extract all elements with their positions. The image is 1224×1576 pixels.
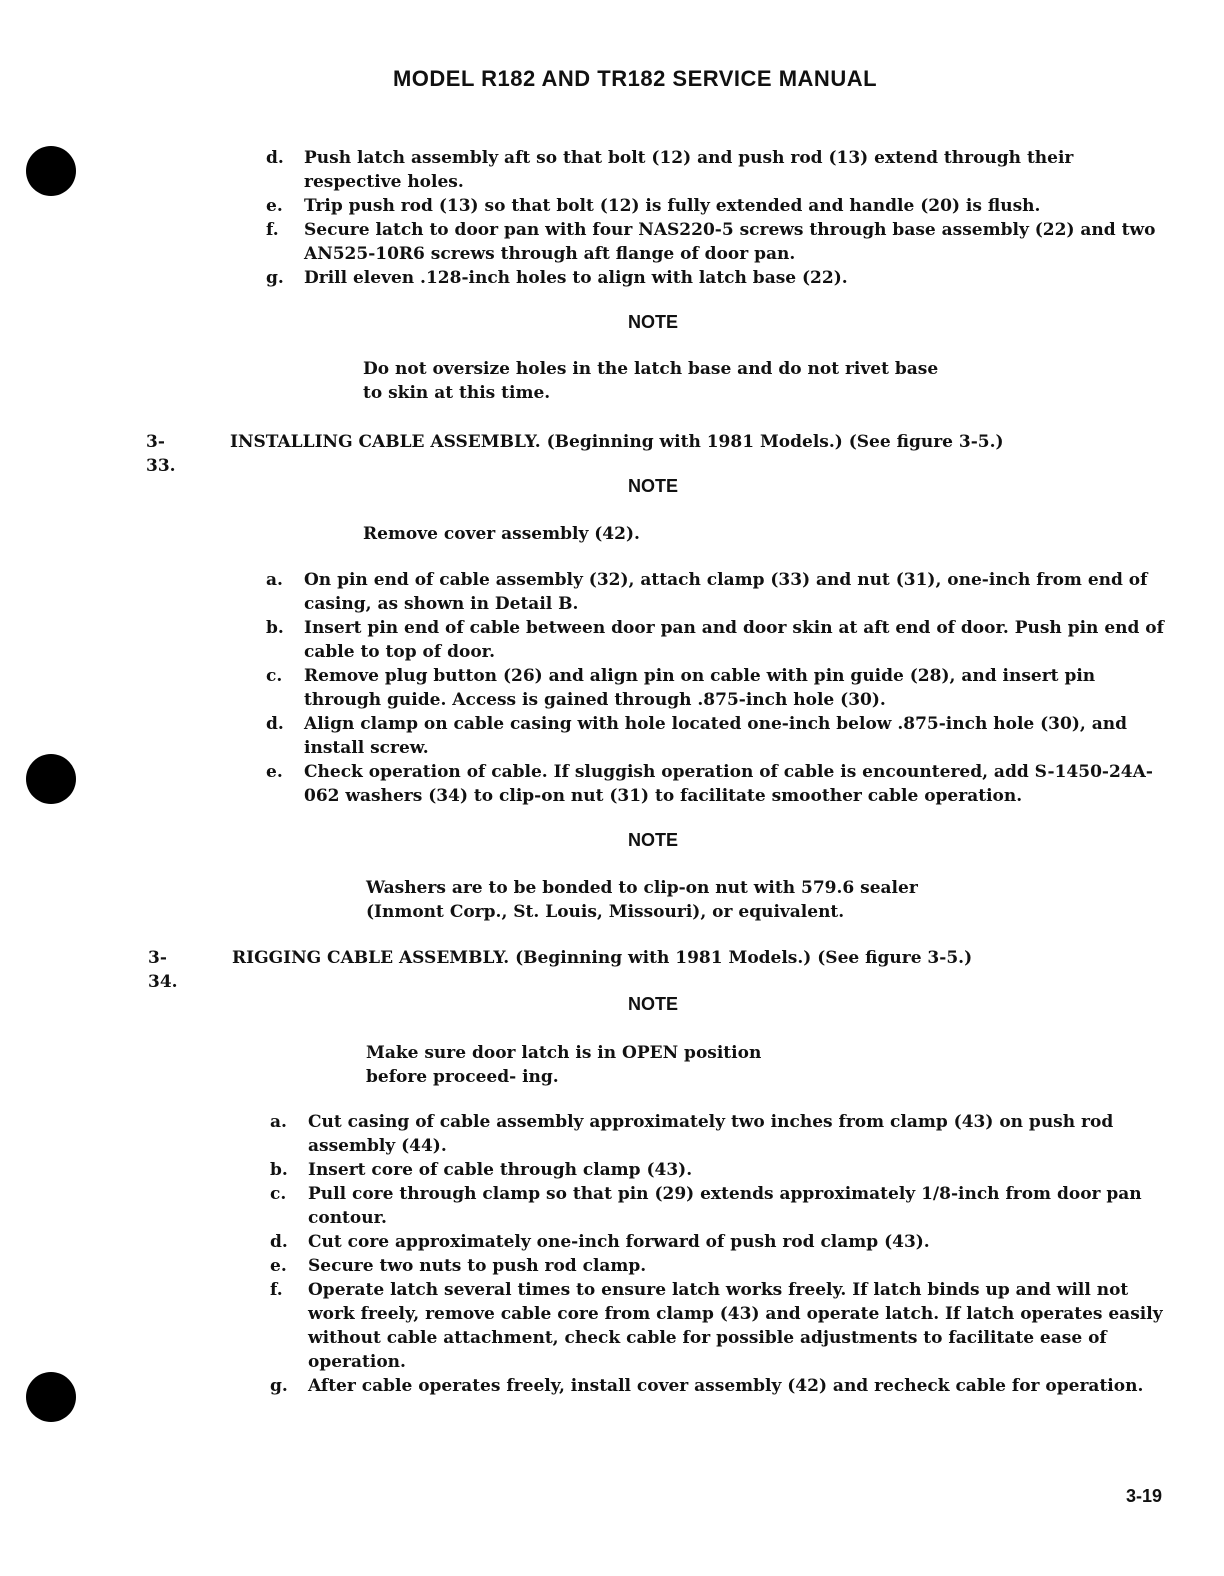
section-number: 3-34.	[148, 948, 178, 992]
list-item: d. Align clamp on cable casing with hole located one-inch below .875-inch hole (30), and install screw.	[266, 714, 1127, 758]
binder-hole-top	[26, 146, 76, 196]
section-title: INSTALLING CABLE ASSEMBLY. (Beginning with 1981 Models.) (See figure 3-5.)	[230, 432, 1004, 452]
note-text: Make sure door latch is in OPEN position before proceed- ing.	[366, 1043, 762, 1087]
list-item: e. Check operation of cable. If sluggish operation of cable is encountered, add S-1450-24A-062 washers (34) to clip-on nut (31) to facilitate smoother cable operation.	[266, 762, 1153, 806]
list-item: g. After cable operates freely, install cover assembly (42) and recheck cable for operation.	[270, 1376, 1144, 1396]
section-number: 3-33.	[146, 432, 176, 476]
list-item: b. Insert core of cable through clamp (43).	[270, 1160, 693, 1180]
note-text: Washers are to be bonded to clip-on nut with 579.6 sealer (Inmont Corp., St. Louis, Missouri), or equivalent.	[366, 878, 918, 922]
binder-hole-middle	[26, 754, 76, 804]
note-heading: NOTE	[627, 994, 678, 1014]
note-text: Do not oversize holes in the latch base and do not rivet base to skin at this time.	[363, 359, 939, 403]
page-number: 3-19	[1125, 1486, 1162, 1506]
step-list-rig-cable	[266, 1110, 1176, 1398]
list-item: c. Remove plug button (26) and align pin on cable with pin guide (28), and insert pin through guide. Access is gained through .875-inch hole (30).	[266, 666, 1096, 710]
list-item: c. Pull core through clamp so that pin (29) extends approximately 1/8-inch from door pan contour.	[270, 1184, 1142, 1228]
list-item: a. On pin end of cable assembly (32), attach clamp (33) and nut (31), one-inch from end of casing, as shown in Detail B.	[266, 570, 1148, 614]
binder-hole-bottom	[26, 1372, 76, 1422]
list-item: d. Cut core approximately one-inch forward of push rod clamp (43).	[270, 1232, 930, 1252]
list-item: b. Insert pin end of cable between door pan and door skin at aft end of door. Push pin end of cable to top of door.	[266, 618, 1164, 662]
note-text: Remove cover assembly (42).	[363, 524, 640, 544]
list-item: f. Operate latch several times to ensure latch works freely. If latch binds up and will not work freely, remove cable core from clamp (43) and operate latch. If latch operates easily without cable attachment, check cable for possible adjustments to facilitate ease of operation.	[270, 1280, 1163, 1372]
step-list-latch	[262, 146, 1172, 290]
note-heading: NOTE	[627, 476, 678, 496]
note-heading: NOTE	[627, 312, 678, 332]
step-list-install-cable	[262, 568, 1172, 808]
list-item: g. Drill eleven .128-inch holes to align with latch base (22).	[266, 268, 848, 288]
list-item: d. Push latch assembly aft so that bolt (12) and push rod (13) extend through their respective holes.	[266, 148, 1074, 192]
list-item: e. Secure two nuts to push rod clamp.	[270, 1256, 647, 1276]
list-item: a. Cut casing of cable assembly approximately two inches from clamp (43) on push rod assembly (44).	[270, 1112, 1114, 1156]
list-item: f. Secure latch to door pan with four NAS220-5 screws through base assembly (22) and two AN525-10R6 screws through aft flange of door pan.	[266, 220, 1156, 264]
section-title: RIGGING CABLE ASSEMBLY. (Beginning with 1981 Models.) (See figure 3-5.)	[232, 948, 973, 968]
page-title: MODEL R182 AND TR182 SERVICE MANUAL	[392, 66, 878, 91]
list-item: e. Trip push rod (13) so that bolt (12) is fully extended and handle (20) is flush.	[266, 196, 1041, 216]
note-heading: NOTE	[627, 830, 678, 850]
